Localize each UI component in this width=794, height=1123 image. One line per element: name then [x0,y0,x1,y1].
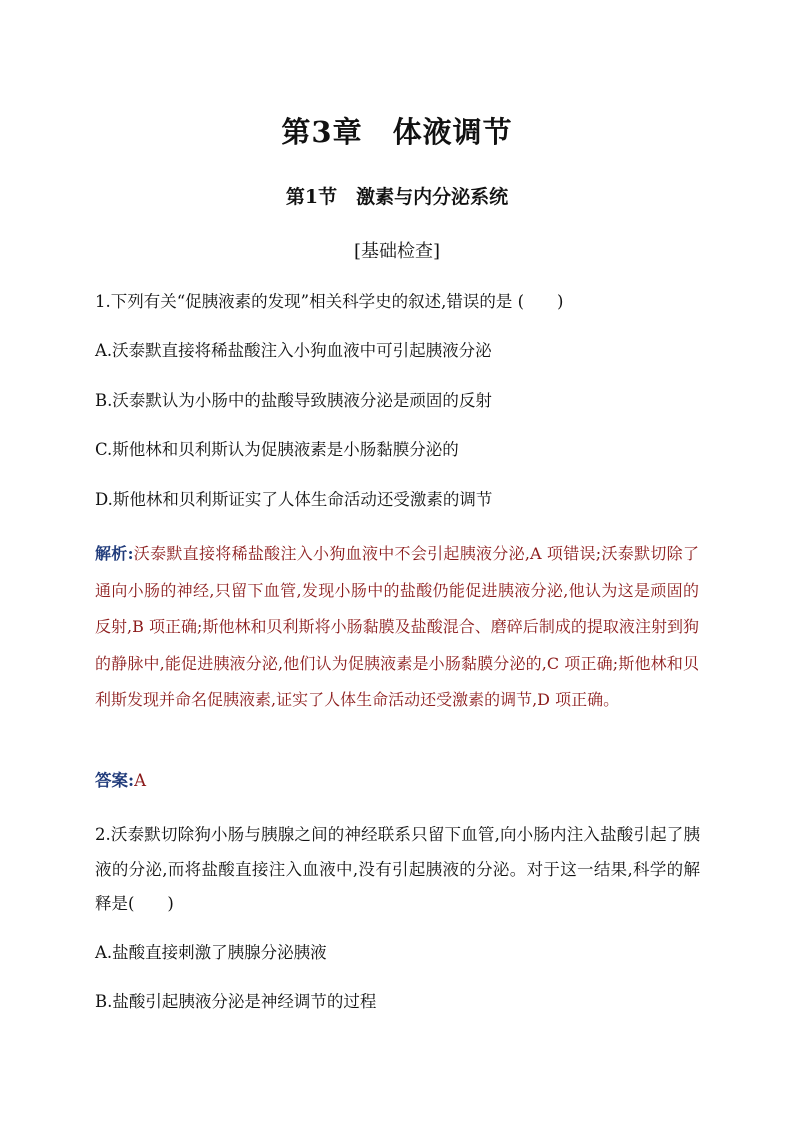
question-2-option-a: A.盐酸直接刺激了胰腺分泌胰液 [95,943,327,962]
question-2-option-b: B.盐酸引起胰液分泌是神经调节的过程 [95,992,377,1011]
answer-value: A [134,771,147,790]
question-1-option-d: D.斯他林和贝利斯证实了人体生命活动还受激素的调节 [95,490,493,509]
question-1-stem: 1.下列有关“促胰液素的发现”相关科学史的叙述,错误的是 ( ) [95,292,564,311]
subsection-label: [基础检查] [353,241,441,262]
question-1-option-c: C.斯他林和贝利斯认为促胰液素是小肠黏膜分泌的 [95,440,459,459]
answer-label: 答案: [95,771,135,790]
question-1-option-b: B.沃泰默认为小肠中的盐酸导致胰液分泌是顽固的反射 [95,391,492,410]
section-title: 第1节 激素与内分泌系统 [285,186,509,208]
question-1-answer [95,768,146,794]
question-1-analysis [95,536,699,719]
question-1-option-a: A.沃泰默直接将稀盐酸注入小狗血液中可引起胰液分泌 [95,341,492,360]
chapter-title: 第3章 体液调节 [281,115,513,149]
question-2-stem: 2.沃泰默切除狗小肠与胰腺之间的神经联系只留下血管,向小肠内注入盐酸引起了胰液的分泌,而将盐酸直接注入血液中,没有引起胰液的分泌。对于这一结果,科学的解释是( ) [95,825,700,913]
analysis-label: 解析: [95,544,134,563]
analysis-text: 沃泰默直接将稀盐酸注入小狗血液中不会引起胰液分泌,A 项错误;沃泰默切除了通向小肠的神经,只留下血管,发现小肠中的盐酸仍能促进胰液分泌,他认为这是顽固的反射,B 项正确;斯他林和贝利斯将小肠黏膜及盐酸混合、磨碎后制成的提取液注射到狗的静脉中,能促进胰液分泌,他们认为促胰液素是小肠黏膜分泌的,C 项正确;斯他林和贝利斯发现并命名促胰液素,证实了人体生命活动还受激素的调节,D 项正确。 [95,544,699,709]
